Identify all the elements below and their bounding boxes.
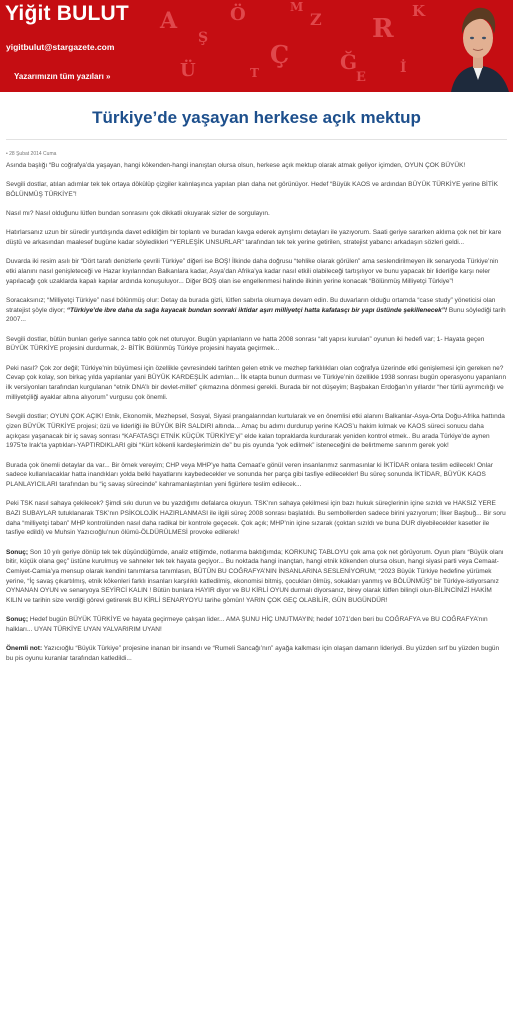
article-paragraph — [6, 296, 507, 325]
article-paragraph — [6, 257, 507, 286]
article-paragraph — [6, 180, 507, 199]
article-body — [0, 150, 513, 664]
bold-text: Önemli not: — [6, 645, 43, 653]
article-paragraphs — [6, 161, 507, 664]
article-header — [0, 0, 513, 92]
paragraph-text: Hatırlarsanız uzun bir süredir yurtdışında davet edildiğim bir toplantı ve buradan kavga ederek ayrışlımı detayları ile yazıyorum. Saati geriye sararken aklıma çok net bir kare düştü ve arkasından maalesef bugüne kadar söyledikleri “YERLEŞİK UNSURLAR” tarafından tek tek yerine getirilen, stratejist yabancı arkadaşın sözleri geldi... — [6, 229, 502, 246]
paragraph-text: Yazıcıoğlu “Büyük Türkiye” projesine inanan bir insandı ve “Rumeli Sancağı’nın” ayağa kalkması için olaşan damarın lideriydi. Bu yüzden sırf bu yüzden bugün bu pis oyunu kuranlar tarafından katledildi... — [6, 645, 500, 663]
bold-text: Sonuç; — [6, 616, 29, 624]
paragraph-text: Burada çok önemli detaylar da var... Bir örnek vereyim; CHP veya MHP’ye hatta Cemaat’e gönül veren insanlarımız sanmasınlar ki İKTİDAR onlara teslim edilecek! Onlar sadece kullanılacaklar hatta inandıkları yolda belki hayatlarını kaybedecekler ve sonunda her parça gibi tasfiye edilecekler! Bu süreç sonunda İKTİDAR, BÜYÜK KAOS PLANLAYICILARI tarafından bu “iç savaş sürecinde” kahramanlaştırılan yeni figürlere teslim edilecek... — [6, 461, 493, 488]
article-paragraph — [6, 335, 507, 354]
article-paragraph — [6, 499, 507, 538]
article-paragraph — [6, 548, 507, 606]
header-decorative-letters: A Ş Ö Ç Z Ğ R İ K Ü T M E — [160, 0, 426, 85]
paragraph-text: Peki TSK nasıl sahaya çekilecek? Şimdi sıkı durun ve bu yazdığımı defalarca okuyun. TSK’nın sahaya çekilmesi için bazı hukuk süreçlerinin içine sızıldı ve HAKSIZ YERE BAZI SUBAYLAR tutuklanarak TSK’nın PSİKOLOJİK HAZIRLANMASI ile ilgili süreç 2008 sonrası başlatıldı. Bu sembollerden sadece birini yazıyorum; İlker Başbuğ... Bir soru daha “milliyetçi taban” MHP kontrolünden nasıl daha radikal bir kontrole geçecek. Çok açık; MHP’nin içine sızarak (çoktan sızıldı ve buna DUR diyebilecekler kasetler ile tasfiye edildi) ve Muhsin Yazıcıoğlu’nun ölümü-ÖLDÜRÜLMESİ provoke edilerek! — [6, 500, 506, 537]
all-articles-link[interactable]: Yazarımızın tüm yazıları » — [14, 72, 111, 81]
paragraph-text: Duvarda iki resim asılı bir “Dört tarafı denizlerle çevrili Türkiye” diğeri ise BOŞ! İlkinde daha doğrusu “tehlike olarak görülen” ama seslendirilmeyen ilk senaryoda Türkiye’nin etki alanını nasıl genişleteceği ve Hazar kıyılarından Balkanlara kadar, Asya’dan Afrika’ya kadar nasıl etkili olabileceği tartışılıyor ve bunu yapacak bir liderliğe karşı neler yapılacağı çok uzaklarda kapalı kapılar ardında konuşuluyor... Diğer BOŞ olan ise engellenmesi halinde ilkinin yerine konacak “Bölünmüş Milliyetçi Türkiye”! — [6, 258, 499, 285]
paragraph-text: Asında başlığı “Bu coğrafya’da yaşayan, hangi kökenden-hangi inanıştan olursa olsun, herkese açık mektup olarak atmak geliyor içimden, OYUN ÇOK BÜYÜK! — [6, 161, 466, 169]
emphasis-text: “Türkiye’de ibre daha da sağa kayacak bundan sonraki iktidar aşırı milliyetçi hatta kafatasçı bir yapı üstünde şekillenecek”! — [66, 306, 448, 314]
paragraph-text: Sevgili dostlar, atılan adımlar tek tek ortaya dökülüp çizgiler kalınlaşınca yapılan plan daha net görünüyor. Hedef “Büyük KAOS ve ardından BÜYÜK TÜRKİYE yerine BİTİK BÖLÜNMÜŞ TÜRKİYE”! — [6, 181, 498, 198]
paragraph-text: Peki nasıl? Çok zor değil; Türkiye’nin büyümesi için özellikle çevresindeki tarihten gelen etnik ve mezhep farklılıkları olan coğrafya üzerinde etki genişlemesi için gereken ne? Cevap çok kolay, son birkaç yılda yapılanlar yani BÜYÜK KARDEŞLİK adımları... İlk etapta bunun durması ve Türkiye’nin özellikle 1938 sonrası bugün operasyonu yapanların ilk versiyonları tarafından kurgulanan “etnik DNA’lı bir devlet-millet” çıkmazına dönmesi gerekli. Burada bir not düşeyim; Başbakan Erdoğan’ın yıllardır “her türlü ayrımcılığı ve milliyetçiliği ayaklar altına alıyorum” vurgusu çok önemli. — [6, 364, 507, 401]
article-title: Türkiye’de yaşayan herkese açık mektup — [92, 108, 421, 127]
paragraph-text: Soracaksınız; “Milliyetçi Türkiye” nasıl bölünmüş olur: Detay da burada gizli, lütfen sabırla okumaya devam edin. Bu duvarların olduğu ortamda “case study” yöneticisi olan stratejist şöyle diyor; — [6, 297, 496, 314]
article-paragraph — [6, 412, 507, 451]
author-photo — [443, 0, 513, 92]
title-divider — [6, 139, 507, 140]
author-email[interactable]: yigitbulut@stargazete.com — [6, 42, 115, 52]
paragraph-text: Bunu söylediği tarih 2007... — [6, 306, 506, 324]
article-paragraph — [6, 364, 507, 403]
article-paragraph — [6, 228, 507, 247]
article-paragraph — [6, 461, 507, 490]
article-date-text: 28 Şubat 2014 Cuma — [9, 151, 57, 157]
article-paragraph — [6, 644, 507, 663]
author-name: Yiğit BULUT — [5, 2, 129, 25]
paragraph-text: Nasıl mı? Nasıl olduğunu lütfen bundan sonrasını çok dikkatli okuyarak sizler de sorgulayın. — [6, 210, 270, 217]
article-paragraph — [6, 615, 507, 634]
paragraph-text: Son 10 yılı geriye dönüp tek tek düşündüğümde, analiz ettiğimde, notlarıma baktığımda; KORKUNÇ TABLOYU çok ama çok net görüyorum. Oyun planı “Büyük olanı bitir, küçük olana geç” üstüne kurulmuş ve sahneler tek tek hayata geçiyor... Bu noktada hangi inançtan, hangi etnik kökenden olursa olsun, hangi siyasi parti veya Cemaat-Cemiyet-Camia’ya mensup olarak kendini tanımlarsa tanımlasın, BÜTÜN BU COĞRAFYA’NIN İNSANLARINA SESLENİYORUM; “2023 Büyük Türkiye hedefine yürümek yerine, “İç savaş çıkartılmış, etnik kökenleri farklı insanları karşılıklı katledilmiş, ekonomisi bitmiş, çocukları ölmüş, sokakları yanmış ve BÖLÜNMÜŞ” bir Türkiye-istiyorsanız OYNANAN OYUN ve senaryoya SEYİRCİ KALIN ! Bütün bunlara HAYIR diyor ve BU KİRLİ OYUN durmalı diyorsanız, birey olarak lütfen bilinçli olun-BİLİNCİNİZİ HAKİM KILIN ve tarihin size verdiği görevi getirerek BU KİRLİ SENARYOYU tarihe gömün! YARIN ÇOK GEÇ OLABİLİR, GÜN BUGÜNDÜR! — [6, 548, 504, 605]
article-paragraph — [6, 209, 507, 219]
paragraph-text: Sevgili dostlar; OYUN ÇOK AÇIK! Etnik, Ekonomik, Mezhepsel, Sosyal, Siyasi prangalarından kurtularak ve en önemlisi etki alanını Balkanlar-Asya-Orta Doğu-Afrika hattında çizen BÜYÜK TÜRKİYE projesi; özü ve liderliği ile BÜYÜK BİR SALDIRI altında... Amaç bu adımı durdurup yerine KAOS’u hakim kılmak ve KAOS süreci sonucu daha açıkçası yaşanacak bir iç savaş sonrası “KAFATASÇI ETNİK KÜÇÜK TÜRKİYE’yi” elde kalan topraklarda kurdurarak yeniden kontrol etmek.. Bu arada Türkiye’de aynen 1975’te Irak’ta yaptıkları-YAPTIRDIKLARI gibi “Kürt kökenli kardeşlerimizin de” bu pis oyunda “yok edilmek” isteneceğini de belirtmeme sanırım gerek yok! — [6, 413, 505, 450]
bold-text: Sonuç; — [6, 548, 29, 556]
paragraph-text: Hedef bugün BÜYÜK TÜRKİYE ve hayata geçirmeye çalışan lider... AMA ŞUNU HİÇ UNUTMAYIN; hedef 1071’den beri bu COĞRAFYA ve BU COĞRAFYA’nın halkları... UYAN TÜRKİYE UYAN YALVARIRIM UYAN! — [6, 616, 488, 634]
bold-text — [67, 307, 447, 314]
paragraph-text: Sevgili dostlar, bütün bunları geriye sarınca tablo çok net oturuyor. Bugün yapılanların ve hatta 2008 sonrası “alt yapısı kurulan” oyunun iki hedefi var; 1- Hayata geçen BÜYÜK TÜRKİYE projesini durdurmak, 2- BİTİK Bölünmüş Türkiye projesini hayata geçirmek... — [6, 335, 485, 353]
article-date: • 28 Şubat 2014 Cuma — [6, 151, 57, 157]
article-paragraph — [6, 161, 507, 171]
